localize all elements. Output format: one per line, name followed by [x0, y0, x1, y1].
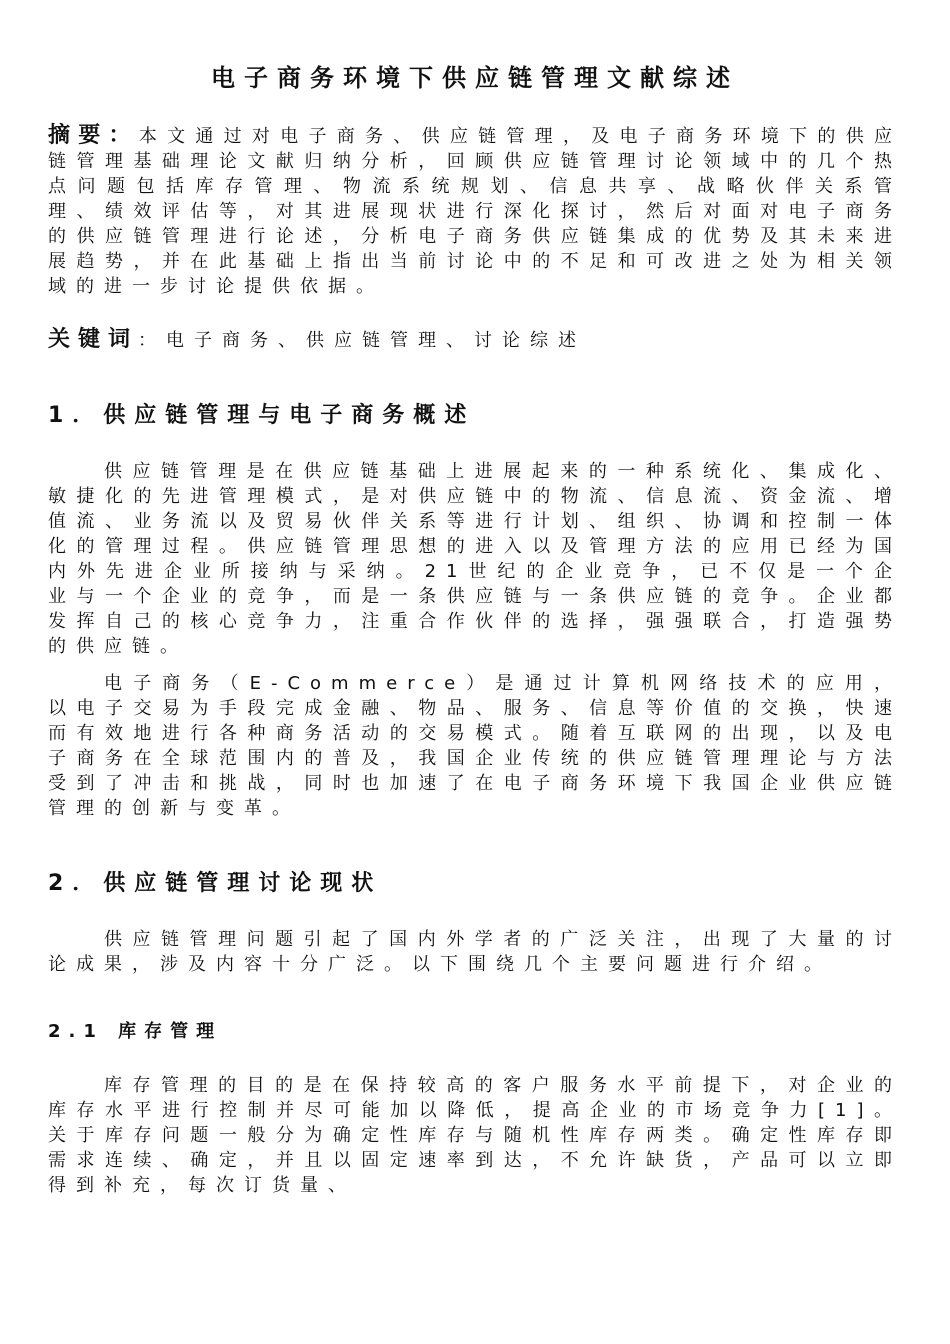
- section-2-1-heading: 2.1 库存管理: [48, 1021, 223, 1042]
- section-1-paragraph-2: 电子商务（E-Commerce）是通过计算机网络技术的应用，以电子交易为手段完成金融、物品、服务、信息等价值的交换，快速而有效地进行各种商务活动的交易模式。随着互联网的出现，以及电子商务在全球范围内的普及，我国企业传统的供应链管理理论与方法受到了冲击和挑战，同时也加速了在电子商务环境下我国企业供应链管理的创新与变革。: [48, 673, 902, 819]
- section-1-heading: 1．供应链管理与电子商务概述: [48, 403, 476, 428]
- keywords-label: 关键词: [48, 327, 139, 352]
- keywords: [48, 327, 902, 353]
- keywords-separator: ：: [138, 330, 167, 351]
- section-2-heading: 2．供应链管理讨论现状: [48, 871, 383, 896]
- keywords-text: 电子商务、供应链管理、讨论综述: [166, 330, 587, 351]
- document-title: 电子商务环境下供应链管理文献综述: [211, 64, 739, 92]
- abstract-text: 本文通过对电子商务、供应链管理，及电子商务环境下的供应链管理基础理论文献归纳分析，回顾供应链管理讨论领域中的几个热点问题包括库存管理、物流系统规划、信息共享、战略伙伴关系管理、绩效评估等，对其进展现状进行深化探讨，然后对面对电子商务的供应链管理进行论述，分析电子商务供应链集成的优势及其未来进展趋势，并在此基础上指出当前讨论中的不足和可改进之处为相关领域的进一步讨论提供依据。: [48, 126, 902, 297]
- abstract: [48, 123, 902, 299]
- section-2-1-paragraph-1: 库存管理的目的是在保持较高的客户服务水平前提下，对企业的库存水平进行控制并尽可能加以降低，提高企业的市场竞争力[1]。关于库存问题一般分为确定性库存与随机性库存两类。确定性库存即需求连续、确定，并且以固定速率到达，不允许缺货，产品可以立即得到补充，每次订货量、: [48, 1075, 902, 1196]
- section-1-paragraph-1: 供应链管理是在供应链基础上进展起来的一种系统化、集成化、敏捷化的先进管理模式，是对供应链中的物流、信息流、资金流、增值流、业务流以及贸易伙伴关系等进行计划、组织、协调和控制一体化的管理过程。供应链管理思想的进入以及管理方法的应用已经为国内外先进企业所接纳与采纳。21世纪的企业竞争，已不仅是一个企业与一个企业的竞争，而是一条供应链与一条供应链的竞争。企业都发挥自己的核心竞争力，注重合作伙伴的选择，强强联合，打造强势的供应链。: [48, 461, 902, 657]
- abstract-label: 摘要：: [48, 123, 139, 148]
- section-2-paragraph-1: 供应链管理问题引起了国内外学者的广泛关注，出现了大量的讨论成果，涉及内容十分广泛。以下围绕几个主要问题进行介绍。: [48, 929, 902, 975]
